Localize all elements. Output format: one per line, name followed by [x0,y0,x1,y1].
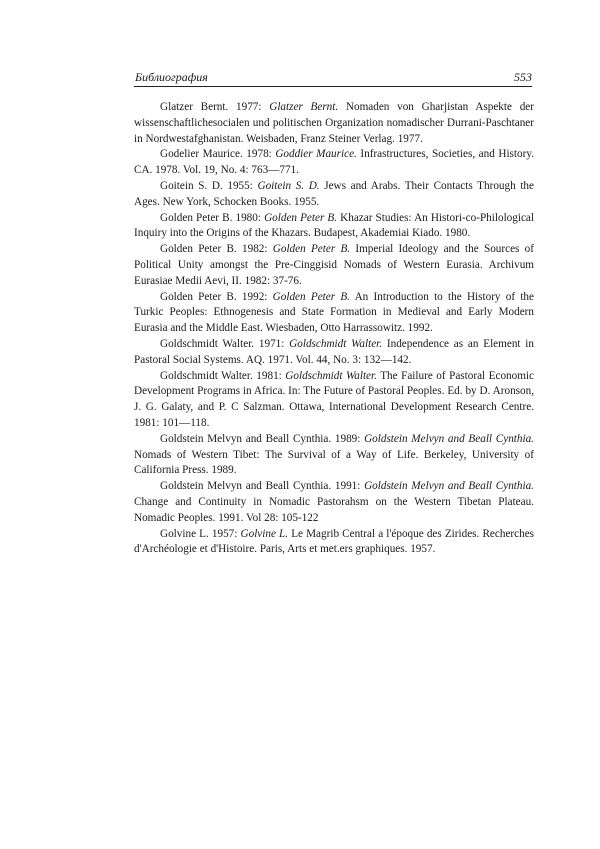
entry-body: Infrastructures, Societies, and History. CA. 1978. Vol. 19, No. 4: 763—771. [134,148,534,177]
entry-lead: Glatzer Bernt. 1977: [160,101,270,113]
entry-citation: Glatzer Bernt. [269,101,339,113]
entry-body: Imperial Ideology and the Sources of Political Unity amongst the Pre-Cinggisid Nomads of Western Eurasia. Archivum Eurasiae Medii Aevi, II. 1982: 37-76. [134,243,534,287]
running-header [134,70,532,87]
bibliography-entry [134,147,534,179]
entry-citation: Goitein S. D. [257,179,320,192]
bibliography-entry [134,337,534,369]
entry-body: Le Magrib Central a l'époque des Zirides. Recherches d'Archéologie et d'Histoire. Paris, Arts et met.ers graphiques. 1957. [134,527,535,556]
bibliography-entry [134,432,534,479]
bibliography-entry [134,369,534,432]
entry-citation: Golvine L. [240,527,289,540]
entry-lead: Golden Peter B. 1980: [160,211,265,224]
bibliography-entry [134,211,534,243]
entry-citation: Goldschmidt Walter. [285,369,377,382]
entry-body: Khazar Studies: An Histori-co-Philological Inquiry into the Origins of the Khazars. Budapest, Akademiai Kiado. 1980. [134,211,535,240]
page-number: 553 [514,70,532,84]
entry-citation: Golden Peter B. [264,211,338,224]
entry-body: An Introduction to the History of the Turkic Peoples: Ethnogenesis and State Formation in Medieval and Early Modern Eurasia and the Middle East. Wiesbaden, Otto Harrassowitz. 1992. [134,290,534,335]
entry-citation: Goldstein Melvyn and Beall Cynthia. [364,480,534,493]
entry-lead: Goldschmidt Walter. 1981: [160,369,286,382]
entry-lead: Goitein S. D. 1955: [160,179,258,192]
entry-citation: Goldstein Melvyn and Beall Cynthia. [364,432,534,445]
entry-citation: Golden Peter B. [272,290,350,303]
entry-body: Independence as an Element in Pastoral Social Systems. AQ. 1971. Vol. 44, No. 3: 132—142. [134,337,535,366]
bibliography-entry [134,479,534,526]
running-header-title: Библиография [135,70,208,84]
entry-citation: Goddier Maurice. [275,148,357,161]
entry-body: The Failure of Pastoral Economic Development Programs in Africa. In: The Future of Pastoral Peoples. Ed. by D. Aronson, J. G. Galaty, and P. C Salzman. Ottawa, International Development Research Centre. 1981: 101—118. [134,369,535,429]
entry-lead: Goldstein Melvyn and Beall Cynthia. 1989: [160,432,365,445]
entry-lead: Goldschmidt Walter. 1971: [160,337,290,350]
entry-body: Nomaden von Gharjistan Aspekte der wissenschaftlichesocialen und politischen Organization nomadischer Durrani-Paschtaner in Nordwestafghanistan. Weisbaden, Franz Steiner Verlag. 1977. [134,101,534,145]
entry-body: Jews and Arabs. Their Contacts Through the Ages. New York, Schocken Books. 1955. [134,179,534,208]
bibliography-list [134,100,534,558]
entry-body: Change and Continuity in Nomadic Pastorahsm on the Western Tibetan Plateau. Nomadic Peoples. 1991. Vol 28: 105-122 [134,495,534,524]
entry-lead: Godelier Maurice. 1978: [160,148,276,161]
entry-citation: Golden Peter B. [272,243,351,256]
bibliography-entry [134,242,534,289]
bibliography-entry [134,527,534,559]
entry-citation: Goldschmidt Walter. [289,337,383,350]
entry-lead: Golvine L. 1957: [160,527,241,540]
entry-lead: Golden Peter B. 1992: [160,290,273,303]
bibliography-entry [134,179,534,211]
entry-lead: Golden Peter B. 1982: [160,243,273,256]
entry-lead: Goldstein Melvyn and Beall Cynthia. 1991: [160,480,365,493]
bibliography-entry [134,290,534,337]
entry-body: Nomads of Western Tibet: The Survival of a Way of Life. Berkeley, University of California Press. 1989. [134,448,534,477]
bibliography-entry [134,100,534,147]
